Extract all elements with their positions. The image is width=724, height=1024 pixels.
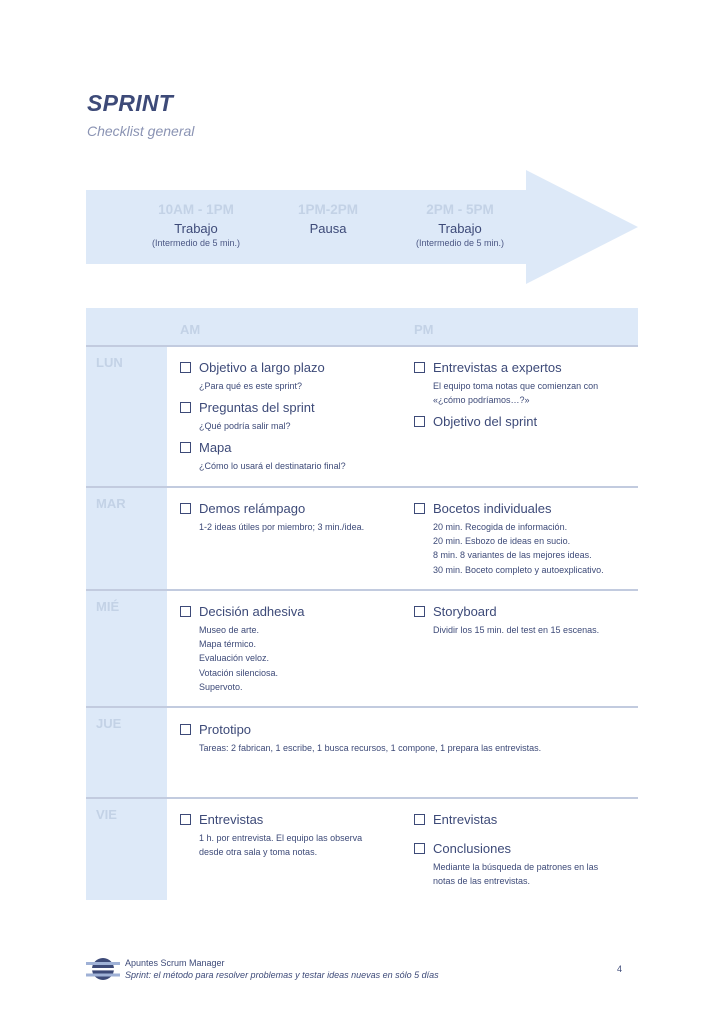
checklist-item (414, 841, 629, 888)
page-subtitle: Checklist general (87, 123, 195, 139)
item-title: Storyboard (433, 604, 497, 619)
item-description: ¿Para qué es este sprint? (199, 381, 303, 391)
item-title: Bocetos individuales (433, 501, 552, 516)
schedule-label: Trabajo (438, 221, 482, 236)
checkbox-icon[interactable] (414, 843, 425, 854)
item-title: Decisión adhesiva (199, 604, 305, 619)
item-title: Preguntas del sprint (199, 400, 315, 415)
item-description: ¿Qué podría salir mal? (199, 421, 291, 431)
checklist-item (414, 812, 629, 827)
table-header-band (86, 308, 638, 345)
checkbox-icon[interactable] (180, 724, 191, 735)
schedule-label: Trabajo (174, 221, 218, 236)
checkbox-icon[interactable] (414, 416, 425, 427)
item-title: Conclusiones (433, 841, 512, 856)
footer-subtitle: Sprint: el método para resolver problemas y testar ideas nuevas en sólo 5 días (125, 970, 439, 980)
day-label-jue: JUE (96, 716, 122, 731)
item-description: ¿Cómo lo usará el destinatario final? (199, 461, 346, 471)
schedule-note: (Intermedio de 5 min.) (151, 238, 241, 248)
checkbox-icon[interactable] (180, 362, 191, 373)
day-label-mie: MIÉ (96, 599, 120, 614)
row-divider (86, 345, 638, 347)
item-title: Entrevistas (199, 812, 264, 827)
checkbox-icon[interactable] (180, 402, 191, 413)
schedule-time: 2PM - 5PM (426, 202, 494, 217)
day-label-vie: VIE (96, 807, 117, 822)
checklist-item (180, 604, 395, 694)
checklist-item (180, 501, 395, 534)
item-title: Entrevistas (433, 812, 498, 827)
item-title: Entrevistas a expertos (433, 360, 562, 375)
item-title: Objetivo del sprint (433, 414, 538, 429)
checklist-item (414, 360, 629, 407)
schedule-time: 1PM-2PM (297, 202, 358, 217)
schedule-label: Pausa (309, 221, 347, 236)
item-description: 1-2 ideas útiles por miembro; 3 min./idea. (199, 522, 365, 532)
checkbox-icon[interactable] (180, 606, 191, 617)
item-title: Demos relámpago (199, 501, 306, 516)
item-title: Prototipo (199, 722, 252, 737)
item-description: 1 h. por entrevista. El equipo las observa desde otra sala y toma notas. (199, 833, 363, 858)
schedule-block-morning (121, 202, 271, 248)
checkbox-icon[interactable] (414, 606, 425, 617)
schedule-note: (Intermedio de 5 min.) (415, 238, 505, 248)
checkbox-icon[interactable] (414, 814, 425, 825)
day-label-mar: MAR (96, 496, 126, 511)
item-description: Museo de arte. Mapa térmico. Evaluación veloz. Votación silenciosa. Supervoto. (199, 625, 279, 692)
page-title: SPRINT (87, 90, 174, 116)
column-header-pm: PM (414, 322, 434, 337)
schedule-block-lunch (253, 202, 403, 236)
row-divider (86, 589, 638, 591)
column-header-am: AM (180, 322, 201, 337)
scrum-manager-logo (86, 957, 120, 981)
schedule-block-afternoon (385, 202, 535, 248)
checklist-item (180, 440, 395, 473)
checkbox-icon[interactable] (180, 814, 191, 825)
checklist-item (414, 501, 629, 577)
item-title: Mapa (199, 440, 232, 455)
item-description: Dividir los 15 min. del test en 15 escenas. (433, 625, 600, 635)
row-divider (86, 706, 638, 708)
item-description: Tareas: 2 fabrican, 1 escribe, 1 busca recursos, 1 compone, 1 prepara las entrevistas. (199, 743, 542, 753)
schedule-time: 10AM - 1PM (158, 202, 234, 217)
item-description: El equipo toma notas que comienzan con «¿cómo podríamos…?» (433, 381, 599, 406)
item-title: Objetivo a largo plazo (199, 360, 325, 375)
checklist-item (180, 360, 395, 393)
checkbox-icon[interactable] (180, 503, 191, 514)
day-label-lun: LUN (96, 355, 123, 370)
item-description: Mediante la búsqueda de patrones en las notas de las entrevistas. (433, 862, 599, 887)
checkbox-icon[interactable] (180, 442, 191, 453)
checkbox-icon[interactable] (414, 362, 425, 373)
page-number: 4 (617, 964, 623, 974)
checklist-item (414, 414, 629, 429)
item-description: 20 min. Recogida de información. 20 min. Esbozo de ideas en sucio. 8 min. 8 variantes de las mejores ideas. 30 min. Boceto completo y autoexplicativo. (433, 522, 604, 575)
checklist-item (180, 400, 395, 433)
checklist-item (180, 722, 620, 755)
row-divider (86, 486, 638, 488)
checklist-item (414, 604, 629, 637)
checklist-item (180, 812, 395, 859)
footer-title: Apuntes Scrum Manager (125, 958, 225, 968)
row-divider (86, 797, 638, 799)
checkbox-icon[interactable] (414, 503, 425, 514)
